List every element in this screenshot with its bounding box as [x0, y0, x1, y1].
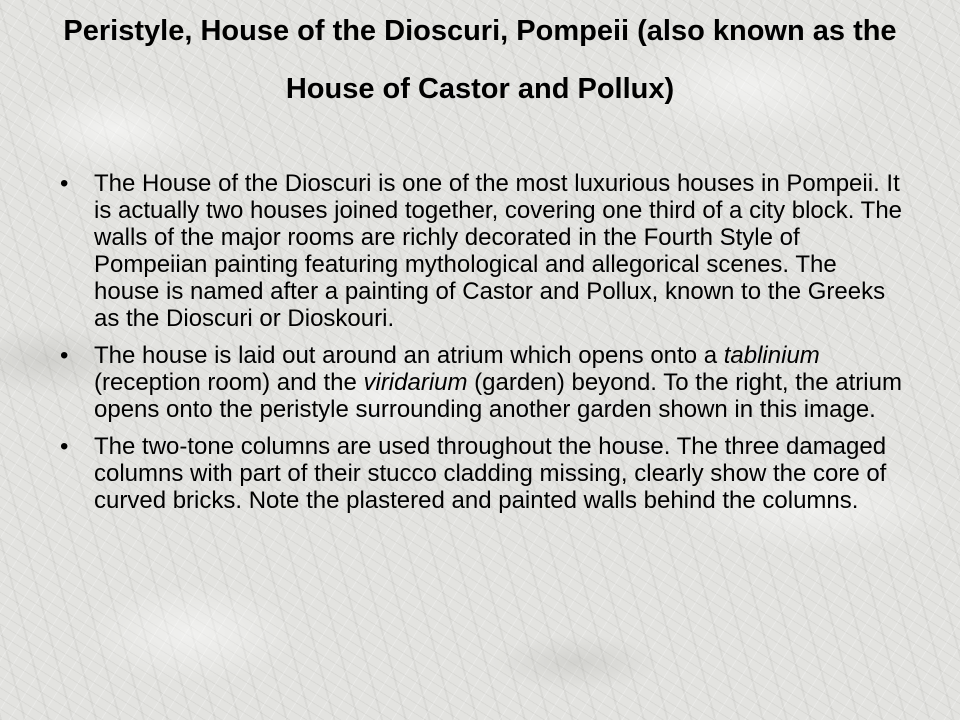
- bullet-text: The House of the Dioscuri is one of the most luxurious houses in Pompeii. It is actually two houses joined together, covering one third of a city block. The walls of the major rooms are richly decorated in the Fourth Style of Pompeiian painting featuring mythological and allegorical scenes. The house is named after a painting of Castor and Pollux, known to the Greeks as the Dioscuri or Dioskouri.: [94, 170, 903, 332]
- bullet-text: The two-tone columns are used throughout the house. The three damaged columns with part of their stucco cladding missing, clearly show the core of curved bricks. Note the plastered and painted walls behind the columns.: [94, 433, 887, 514]
- bullet-dot-icon: •: [60, 433, 69, 460]
- bullet-dot-icon: •: [60, 342, 69, 369]
- bullet-dot-icon: •: [60, 170, 69, 197]
- bullet-italic-term: tablinium: [723, 342, 820, 369]
- bullet-text-part: (garden) beyond. To the right, the atrium opens onto the peristyle surrounding another garden shown in this image.: [94, 369, 902, 423]
- bullet-list: [58, 170, 908, 524]
- bullet-text-part: The house is laid out around an atrium which opens onto a: [94, 342, 724, 369]
- bullet-text-part: (reception room) and the: [94, 369, 364, 396]
- bullet-italic-term: viridarium: [363, 369, 468, 396]
- bullet-item-house-layout: [58, 342, 908, 423]
- bullet-item-house-description: [58, 170, 908, 332]
- slide-title: Peristyle, House of the Dioscuri, Pompeii (also known as the House of Castor and Pollux): [63, 15, 897, 105]
- bullet-item-columns: [58, 433, 908, 514]
